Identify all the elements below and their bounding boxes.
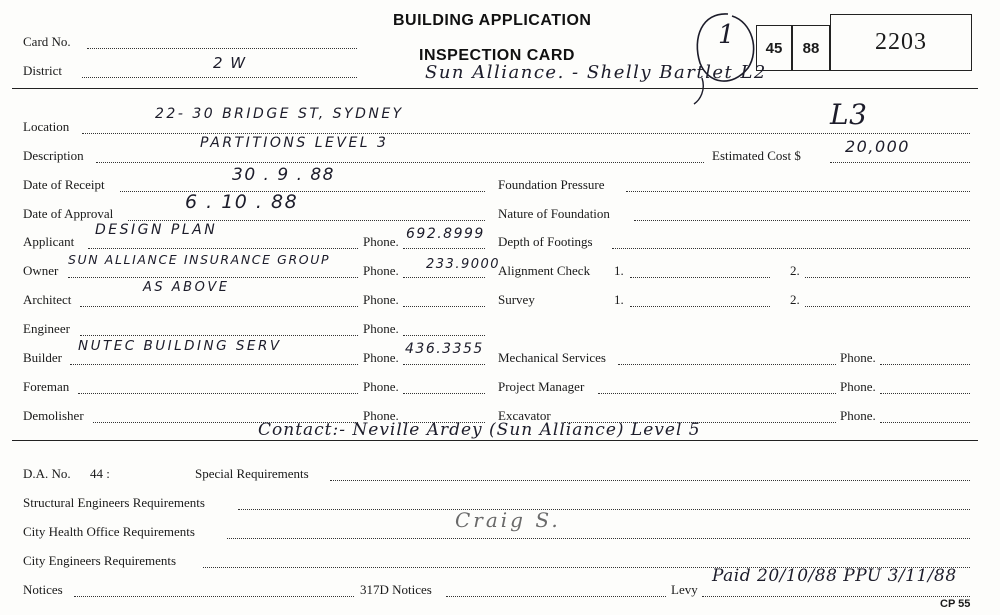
depth-of-footings-line [612, 248, 970, 249]
survey-opt1: 1. [614, 292, 624, 307]
section-divider-rule [12, 440, 978, 441]
owner-label: Owner [23, 263, 59, 278]
owner-phone-line [403, 277, 485, 278]
special-requirements-line [330, 480, 970, 481]
builder-phone-label: Phone. [363, 350, 399, 365]
builder-value: NUTEC BUILDING SERV [78, 338, 282, 354]
location-label: Location [23, 119, 70, 134]
card-number-box-a: 45 [756, 25, 792, 71]
owner-value: SUN ALLIANCE INSURANCE GROUP [68, 252, 331, 267]
foundation-pressure-line [626, 191, 970, 192]
estimated-cost-line [830, 162, 970, 163]
contact-note: Contact:- Neville Ardey (Sun Alliance) Level 5 [258, 420, 701, 440]
architect-phone-line [403, 306, 485, 307]
owner-phone-value: 233.9000 [426, 257, 501, 272]
demolisher-label: Demolisher [23, 408, 84, 423]
card-no-label: Card No. [23, 34, 71, 49]
architect-phone-label: Phone. [363, 292, 399, 307]
survey-opt2: 2. [790, 292, 800, 307]
date-of-approval-label: Date of Approval [23, 206, 114, 221]
owner-phone-label: Phone. [363, 263, 399, 278]
survey-label: Survey [498, 292, 535, 307]
district-label: District [23, 63, 62, 78]
date-of-receipt-line [120, 191, 485, 192]
levy-label: Levy [671, 582, 698, 597]
applicant-line [88, 248, 358, 249]
circled-mark-digit: 1 [718, 20, 736, 50]
engineer-phone-line [403, 335, 485, 336]
architect-value: AS ABOVE [143, 280, 230, 295]
date-of-receipt-label: Date of Receipt [23, 177, 105, 192]
architect-line [80, 306, 358, 307]
317d-notices-label: 317D Notices [360, 582, 432, 597]
levy-handwritten-note: Paid 20/10/88 PPU 3/11/88 [712, 566, 957, 586]
builder-phone-value: 436.3355 [405, 341, 484, 357]
card-title-line1: BUILDING APPLICATION [393, 12, 592, 29]
notices-label: Notices [23, 582, 63, 597]
applicant-phone-value: 692.8999 [406, 226, 485, 242]
levy-line [702, 596, 970, 597]
nature-of-foundation-line [634, 220, 970, 221]
description-label: Description [23, 148, 84, 163]
owner-line [68, 277, 358, 278]
header-handwritten-note: Sun Alliance. - Shelly Bartlet L2 [425, 62, 767, 83]
excavator-phone-label: Phone. [840, 408, 876, 423]
foreman-phone-label: Phone. [363, 379, 399, 394]
health-requirements-line [227, 538, 970, 539]
date-of-receipt-value: 30 . 9 . 88 [232, 165, 336, 185]
estimated-cost-label: Estimated Cost $ [712, 148, 801, 163]
alignment-check-label: Alignment Check [498, 263, 591, 278]
estimated-cost-value: 20,000 [845, 137, 910, 156]
notices-line [74, 596, 354, 597]
builder-line [70, 364, 358, 365]
builder-phone-line [403, 364, 485, 365]
mechanical-services-phone-line [880, 364, 970, 365]
engineer-line [80, 335, 358, 336]
district-value: 2 W [213, 54, 247, 72]
demolisher-phone-label: Phone. [363, 408, 399, 423]
applicant-value: DESIGN PLAN [95, 222, 218, 238]
health-requirements-label: City Health Office Requirements [23, 524, 195, 539]
project-manager-phone-label: Phone. [840, 379, 876, 394]
applicant-phone-line [403, 248, 485, 249]
alignment-check-opt1: 1. [614, 263, 624, 278]
alignment-check-line2 [805, 277, 970, 278]
alignment-check-opt2: 2. [790, 263, 800, 278]
project-manager-phone-line [880, 393, 970, 394]
card-no-line [87, 48, 357, 49]
survey-line1 [630, 306, 770, 307]
da-no-label: D.A. No. [23, 466, 71, 481]
317d-notices-line [446, 596, 666, 597]
date-of-approval-value: 6 . 10 . 88 [185, 191, 299, 213]
foreman-label: Foreman [23, 379, 70, 394]
excavator-label: Excavator [498, 408, 551, 423]
project-manager-line [598, 393, 836, 394]
architect-label: Architect [23, 292, 72, 307]
foreman-phone-line [403, 393, 485, 394]
alignment-check-line1 [630, 277, 770, 278]
engineer-label: Engineer [23, 321, 70, 336]
location-line [82, 133, 970, 134]
structural-requirements-label: Structural Engineers Requirements [23, 495, 205, 510]
engineer-phone-label: Phone. [363, 321, 399, 336]
survey-line2 [805, 306, 970, 307]
description-value: PARTITIONS LEVEL 3 [200, 135, 389, 151]
location-value: 22- 30 BRIDGE ST, SYDNEY [155, 106, 404, 122]
city-engineers-requirements-label: City Engineers Requirements [23, 553, 177, 568]
description-line [96, 162, 704, 163]
date-of-approval-line [128, 220, 485, 221]
mechanical-services-label: Mechanical Services [498, 350, 606, 365]
card-title-line2: INSPECTION CARD [419, 47, 575, 64]
district-line [82, 77, 357, 78]
mechanical-services-line [618, 364, 836, 365]
location-level-note: L3 [830, 98, 868, 131]
excavator-phone-line [880, 422, 970, 423]
structural-requirements-line [238, 509, 970, 510]
builder-label: Builder [23, 350, 62, 365]
project-manager-label: Project Manager [498, 379, 585, 394]
header-rule [12, 88, 978, 89]
nature-of-foundation-label: Nature of Foundation [498, 206, 610, 221]
da-no-value: 44 : [90, 466, 110, 481]
mechanical-services-phone-label: Phone. [840, 350, 876, 365]
special-requirements-label: Special Requirements [195, 466, 309, 481]
form-code: CP 55 [940, 598, 971, 610]
depth-of-footings-label: Depth of Footings [498, 234, 593, 249]
applicant-label: Applicant [23, 234, 75, 249]
card-number-box-main: 2203 [830, 14, 972, 71]
foundation-pressure-label: Foundation Pressure [498, 177, 605, 192]
applicant-phone-label: Phone. [363, 234, 399, 249]
card-number-box-b: 88 [792, 25, 830, 71]
foreman-line [78, 393, 358, 394]
health-handwritten-note: Craig S. [455, 508, 561, 532]
